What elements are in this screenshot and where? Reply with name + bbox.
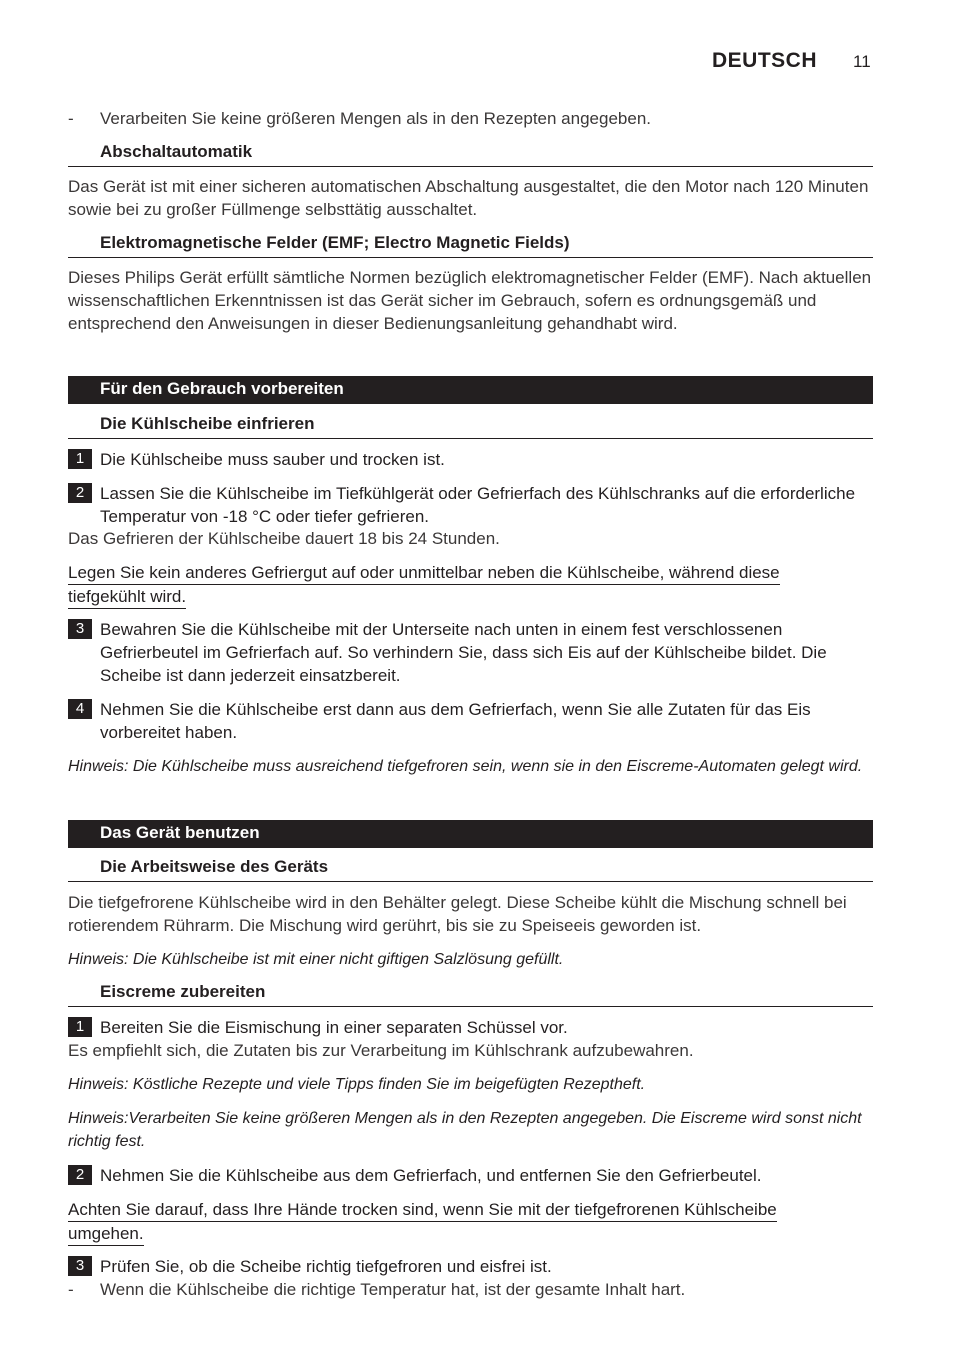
- subheading-abschaltautomatik: [68, 141, 873, 167]
- subheading-text: Abschaltautomatik: [100, 142, 253, 161]
- dash-bullet: -: [68, 109, 74, 128]
- subheading-text: Eiscreme zubereiten: [100, 982, 266, 1001]
- warning-text-line-1: Achten Sie darauf, dass Ihre Hände trocken sind, wenn Sie mit der tiefgefrorenen Kühlscheibe: [68, 1198, 777, 1222]
- step-number: 4: [68, 699, 92, 719]
- step-number: 2: [68, 483, 92, 503]
- step-text: Bewahren Sie die Kühlscheibe mit der Unterseite nach unten in einem fest verschlossenen Gefrierbeutel im Gefrierfach auf. So verhindern Sie, dass sich Eis auf der Kühlscheibe bildet. Die Scheibe ist dann jederzeit einsatzbereit.: [100, 620, 827, 685]
- subheading-text: Die Kühlscheibe einfrieren: [100, 414, 315, 433]
- warning-text-line-2: umgehen.: [68, 1222, 144, 1246]
- step-text: Nehmen Sie die Kühlscheibe erst dann aus dem Gefrierfach, wenn Sie alle Zutaten für das Eis vorbereitet haben.: [100, 700, 811, 742]
- section-title: Für den Gebrauch vorbereiten: [100, 379, 344, 398]
- paragraph-emf: Dieses Philips Gerät erfüllt sämtliche Normen bezüglich elektromagnetischer Felder (EMF). Nach aktuellen wissenschaftlichen Erkenntnissen ist das Gerät sicher im Gebrauch, sofern es ordnungsgemäß und entsprechend den Anweisungen in dieser Bedienungsanleitung gehandhabt wird.: [68, 268, 872, 333]
- note-recipes: Hinweis: Köstliche Rezepte und viele Tipps finden Sie im beigefügten Rezeptheft.: [68, 1076, 646, 1093]
- step-text: Prüfen Sie, ob die Scheibe richtig tiefgefroren und eisfrei ist.: [100, 1257, 552, 1276]
- paragraph-how-it-works: Die tiefgefrorene Kühlscheibe wird in den Behälter gelegt. Diese Scheibe kühlt die Mischung schnell bei rotierendem Rührarm. Die Mischung wird gerührt, bis sie zu Speiseeis geworden ist.: [68, 893, 847, 935]
- page-number: 11: [853, 52, 871, 71]
- note-salt-solution: Hinweis: Die Kühlscheibe ist mit einer nicht giftigen Salzlösung gefüllt.: [68, 951, 564, 968]
- note-quantities: Hinweis:Verarbeiten Sie keine größeren Mengen als in den Rezepten angegeben. Die Eiscreme wird sonst nicht richtig fest.: [68, 1110, 862, 1150]
- step-text: Nehmen Sie die Kühlscheibe aus dem Gefrierfach, und entfernen Sie den Gefrierbeutel.: [100, 1166, 762, 1185]
- subheading-emf: [68, 232, 873, 258]
- step-number: 1: [68, 449, 92, 469]
- step-text: Bereiten Sie die Eismischung in einer separaten Schüssel vor.: [100, 1018, 568, 1037]
- section-bar-use: [68, 820, 873, 848]
- section-title: Das Gerät benutzen: [100, 823, 260, 842]
- warning-dry-hands: [68, 1198, 858, 1246]
- list-item-text: Verarbeiten Sie keine größeren Mengen als in den Rezepten angegeben.: [100, 109, 651, 128]
- note-freeze: Hinweis: Die Kühlscheibe muss ausreichend tiefgefroren sein, wenn sie in den Eiscreme-Automaten gelegt wird.: [68, 758, 863, 775]
- subheading-text: Elektromagnetische Felder (EMF; Electro Magnetic Fields): [100, 233, 570, 252]
- step-number: 3: [68, 1256, 92, 1276]
- subheading-text: Die Arbeitsweise des Geräts: [100, 857, 329, 876]
- warning-text-line-2: tiefgekühlt wird.: [68, 585, 186, 609]
- section-bar-prepare: [68, 376, 873, 404]
- list-item-text: Wenn die Kühlscheibe die richtige Temperatur hat, ist der gesamte Inhalt hart.: [100, 1280, 686, 1299]
- step-number: 2: [68, 1165, 92, 1185]
- step-2-info: Das Gefrieren der Kühlscheibe dauert 18 bis 24 Stunden.: [68, 529, 500, 548]
- language-label: DEUTSCH: [712, 49, 818, 72]
- subheading-make-icecream: [68, 981, 873, 1007]
- step-number: 1: [68, 1017, 92, 1037]
- step-1-info: Es empfiehlt sich, die Zutaten bis zur Verarbeitung im Kühlschrank aufzubewahren.: [68, 1041, 694, 1060]
- subheading-freeze-disc: [68, 413, 873, 439]
- paragraph-abschalt: Das Gerät ist mit einer sicheren automatischen Abschaltung ausgestaltet, die den Motor nach 120 Minuten sowie bei zu großer Füllmenge selbsttätig ausschaltet.: [68, 177, 869, 219]
- dash-bullet: -: [68, 1280, 74, 1299]
- subheading-how-it-works: [68, 856, 873, 882]
- step-number: 3: [68, 619, 92, 639]
- step-text: Die Kühlscheibe muss sauber und trocken ist.: [100, 450, 445, 469]
- warning-freeze: [68, 561, 858, 609]
- warning-text-line-1: Legen Sie kein anderes Gefriergut auf oder unmittelbar neben die Kühlscheibe, während diese: [68, 561, 780, 585]
- step-text: Lassen Sie die Kühlscheibe im Tiefkühlgerät oder Gefrierfach des Kühlschranks auf die erforderliche Temperatur von -18 °C oder tiefer gefrieren.: [100, 484, 856, 526]
